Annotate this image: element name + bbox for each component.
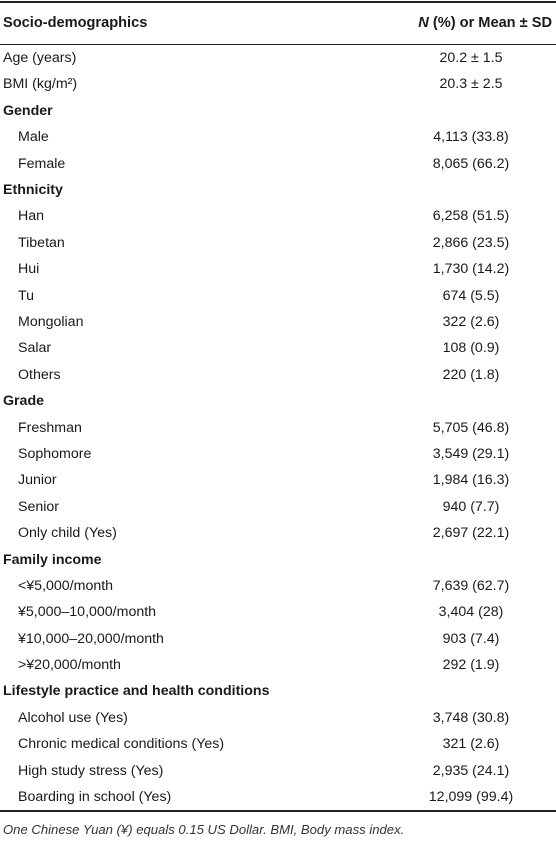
table-row bbox=[0, 758, 556, 784]
row-value: 1,984 (16.3) bbox=[432, 472, 510, 489]
row-label: Female bbox=[18, 155, 66, 172]
row-label: Family income bbox=[3, 551, 102, 568]
table-row bbox=[0, 362, 556, 388]
row-value: 1,730 (14.2) bbox=[432, 261, 510, 278]
row-label: Only child (Yes) bbox=[18, 525, 117, 542]
row-label: Salar bbox=[18, 340, 52, 357]
table-row bbox=[0, 124, 556, 150]
table-row bbox=[0, 731, 556, 757]
row-label: Freshman bbox=[18, 419, 82, 436]
row-value: 4,113 (33.8) bbox=[433, 129, 509, 146]
row-label: ¥5,000–10,000/month bbox=[18, 604, 157, 621]
header-col2-rest: (%) or Mean ± SD bbox=[428, 15, 552, 32]
row-label: Tibetan bbox=[18, 234, 65, 251]
section-header-row bbox=[0, 388, 556, 414]
section-header-row bbox=[0, 546, 556, 572]
table-row bbox=[0, 230, 556, 256]
row-label: BMI (kg/m²) bbox=[3, 76, 78, 93]
table-row bbox=[0, 467, 556, 493]
row-label: <¥5,000/month bbox=[18, 577, 114, 594]
row-label: Gender bbox=[3, 102, 53, 119]
row-value: 2,935 (24.1) bbox=[432, 762, 510, 779]
row-value: 6,258 (51.5) bbox=[432, 208, 510, 225]
row-value: 2,866 (23.5) bbox=[432, 234, 510, 251]
table-row bbox=[0, 309, 556, 335]
table-row bbox=[0, 203, 556, 229]
row-label: Mongolian bbox=[18, 314, 84, 330]
table-header-row bbox=[0, 3, 556, 44]
table-row bbox=[0, 573, 556, 599]
row-label: Chronic medical conditions (Yes) bbox=[18, 736, 225, 753]
row-value: 322 (2.6) bbox=[442, 314, 500, 330]
table-row bbox=[0, 494, 556, 520]
row-value: 20.2 ± 1.5 bbox=[439, 50, 503, 67]
row-value: 7,639 (62.7) bbox=[432, 577, 510, 594]
row-label: Lifestyle practice and health conditions bbox=[3, 683, 270, 700]
row-label: Male bbox=[18, 129, 49, 146]
table-row bbox=[0, 256, 556, 282]
row-label: Junior bbox=[18, 472, 57, 489]
row-label: High study stress (Yes) bbox=[18, 762, 164, 779]
table-row bbox=[0, 414, 556, 440]
table-row bbox=[0, 520, 556, 546]
row-value: 20.3 ± 2.5 bbox=[439, 76, 503, 93]
row-value: 940 (7.7) bbox=[442, 498, 500, 515]
row-value: 3,549 (29.1) bbox=[432, 445, 510, 462]
table-row bbox=[0, 705, 556, 731]
section-header-row bbox=[0, 98, 556, 124]
row-label: Senior bbox=[18, 498, 60, 515]
row-value: 674 (5.5) bbox=[442, 287, 500, 304]
row-value: 12,099 (99.4) bbox=[428, 789, 514, 806]
table-body bbox=[0, 45, 556, 810]
row-value: 2,697 (22.1) bbox=[432, 525, 510, 542]
row-value: 3,748 (30.8) bbox=[432, 709, 510, 726]
row-label: Tu bbox=[18, 287, 35, 304]
row-value: 3,404 (28) bbox=[438, 604, 504, 621]
section-header-row bbox=[0, 177, 556, 203]
row-label: Grade bbox=[3, 393, 45, 410]
table-row bbox=[0, 45, 556, 71]
row-value: 108 (0.9) bbox=[442, 340, 500, 357]
table-footnote: One Chinese Yuan (¥) equals 0.15 US Dollar. BMI, Body mass index. bbox=[3, 822, 405, 838]
table-row bbox=[0, 335, 556, 361]
table-row bbox=[0, 151, 556, 177]
table-row bbox=[0, 441, 556, 467]
table-row bbox=[0, 71, 556, 97]
demographics-table bbox=[0, 1, 556, 837]
row-label: >¥20,000/month bbox=[18, 657, 121, 674]
row-label: Hui bbox=[18, 261, 40, 278]
row-label: Boarding in school (Yes) bbox=[18, 789, 172, 806]
section-header-row bbox=[0, 678, 556, 704]
row-value: 220 (1.8) bbox=[442, 366, 500, 383]
row-value: 903 (7.4) bbox=[442, 630, 500, 647]
row-label: Ethnicity bbox=[3, 182, 63, 199]
header-col1: Socio-demographics bbox=[3, 15, 148, 32]
row-label: Sophomore bbox=[18, 445, 92, 462]
row-label: ¥10,000–20,000/month bbox=[18, 630, 164, 647]
table-row bbox=[0, 599, 556, 625]
table-row bbox=[0, 626, 556, 652]
table-row bbox=[0, 784, 556, 810]
header-col2-n: N bbox=[418, 15, 429, 32]
row-value: 8,065 (66.2) bbox=[432, 155, 510, 172]
row-label: Han bbox=[18, 208, 45, 225]
table-row bbox=[0, 283, 556, 309]
header-col2 bbox=[418, 16, 556, 31]
row-value: 5,705 (46.8) bbox=[432, 419, 510, 436]
table-row bbox=[0, 652, 556, 678]
row-value: 292 (1.9) bbox=[442, 657, 500, 674]
row-label: Age (years) bbox=[3, 50, 77, 67]
row-label: Alcohol use (Yes) bbox=[18, 709, 128, 726]
row-value: 321 (2.6) bbox=[442, 736, 500, 753]
row-label: Others bbox=[18, 366, 61, 383]
